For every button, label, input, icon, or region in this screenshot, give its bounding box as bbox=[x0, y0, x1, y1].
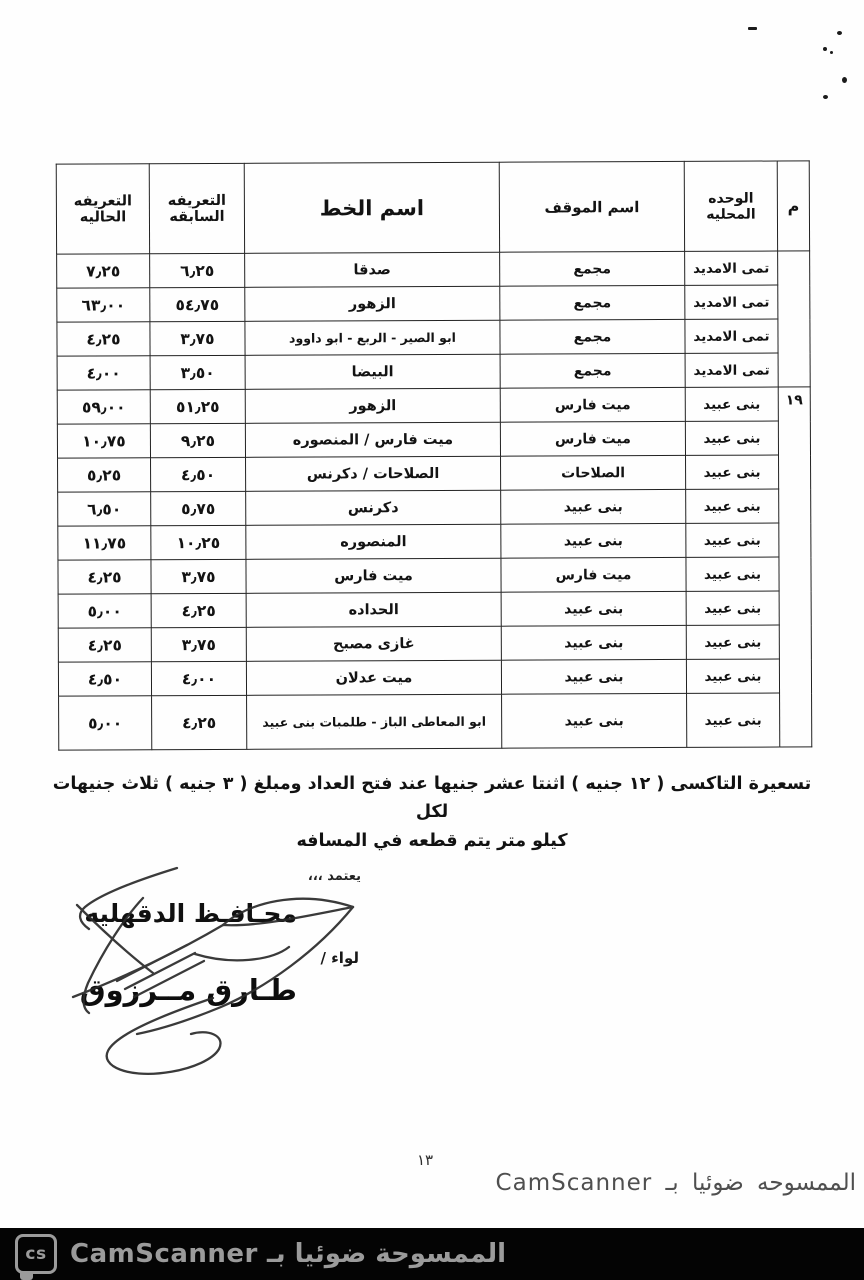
header-current-tariff: التعريفه الحاليه bbox=[56, 164, 149, 254]
station-cell: ميت فارس bbox=[500, 421, 685, 456]
unit-cell: بنى عبيد bbox=[686, 489, 779, 523]
table-row bbox=[57, 421, 810, 458]
current-tariff-cell: ٤٫٢٥ bbox=[58, 560, 151, 594]
tariff-table-container bbox=[56, 160, 813, 750]
cs-logo-fold bbox=[20, 1273, 33, 1280]
line-cell: المنصوره bbox=[246, 524, 501, 559]
previous-tariff-cell: ٦٫٢٥ bbox=[150, 253, 245, 287]
table-header-row bbox=[56, 161, 809, 254]
previous-tariff-cell: ٥٤٫٧٥ bbox=[150, 287, 245, 321]
current-tariff-cell: ٤٫٢٥ bbox=[58, 628, 151, 662]
station-cell: بنى عبيد bbox=[502, 693, 687, 748]
unit-cell: بنى عبيد bbox=[686, 455, 779, 489]
table-row bbox=[58, 489, 811, 526]
table-row bbox=[58, 557, 811, 594]
table-row bbox=[57, 387, 810, 424]
unit-cell: تمى الامديد bbox=[685, 319, 778, 353]
table-row bbox=[57, 251, 810, 288]
current-tariff-cell: ٤٫٢٥ bbox=[57, 322, 150, 356]
serial-cell-empty bbox=[778, 251, 811, 387]
station-cell: مجمع bbox=[500, 319, 685, 354]
current-tariff-cell: ١٠٫٧٥ bbox=[57, 424, 150, 458]
ink-speck bbox=[837, 31, 842, 35]
line-cell: صدقا bbox=[245, 252, 500, 287]
unit-cell: بنى عبيد bbox=[685, 421, 778, 455]
line-cell: ميت فارس bbox=[246, 558, 501, 593]
table-row bbox=[57, 285, 810, 322]
previous-tariff-cell: ٤٫٢٥ bbox=[152, 695, 247, 749]
unit-cell: بنى عبيد bbox=[686, 625, 779, 659]
current-tariff-cell: ٥٫٢٥ bbox=[58, 458, 151, 492]
handwritten-signature-icon bbox=[55, 855, 465, 1095]
page-number: ١٣ bbox=[417, 1151, 434, 1169]
previous-tariff-cell: ١٠٫٢٥ bbox=[151, 525, 246, 559]
station-cell: بنى عبيد bbox=[501, 625, 686, 660]
taxi-fare-note bbox=[42, 770, 822, 855]
table-row bbox=[58, 455, 811, 492]
line-cell: ابو المعاطى الباز - طلمبات بنى عبيد bbox=[247, 694, 502, 749]
ink-speck bbox=[830, 51, 833, 54]
station-cell: بنى عبيد bbox=[501, 659, 686, 694]
serial-cell: ١٩ bbox=[778, 387, 812, 747]
line-cell: ميت فارس / المنصوره bbox=[245, 422, 500, 457]
previous-tariff-cell: ٣٫٧٥ bbox=[150, 321, 245, 355]
table-row bbox=[59, 693, 812, 750]
current-tariff-cell: ١١٫٧٥ bbox=[58, 526, 151, 560]
table-row bbox=[58, 591, 811, 628]
ink-speck bbox=[823, 47, 827, 51]
tariff-table bbox=[56, 160, 813, 750]
previous-tariff-cell: ٤٫٥٠ bbox=[151, 457, 246, 491]
note-line-1: تسعيرة التاكسى ( ١٢ جنيه ) اثنتا عشر جنيها عند فتح العداد ومبلغ ( ٣ جنيه ) ثلاث جنيهات لكل bbox=[52, 774, 812, 823]
station-cell: بنى عبيد bbox=[501, 523, 686, 558]
table-row bbox=[57, 353, 810, 390]
camscanner-logo-icon bbox=[15, 1234, 57, 1274]
header-serial: م bbox=[777, 161, 809, 251]
table-row bbox=[58, 625, 811, 662]
ink-speck bbox=[842, 77, 847, 83]
rank-label: لواء / bbox=[320, 949, 359, 967]
approval-word: يعتمد ،،، bbox=[307, 869, 361, 884]
current-tariff-cell: ٦٣٫٠٠ bbox=[57, 288, 150, 322]
header-previous-tariff: التعريفه السابقه bbox=[149, 163, 244, 253]
station-cell: ميت فارس bbox=[500, 387, 685, 422]
previous-tariff-cell: ٥١٫٢٥ bbox=[150, 389, 245, 423]
current-tariff-cell: ٥٩٫٠٠ bbox=[57, 390, 150, 424]
unit-cell: تمى الامديد bbox=[685, 285, 778, 319]
previous-tariff-cell: ٤٫٠٠ bbox=[151, 661, 246, 695]
station-cell: مجمع bbox=[500, 353, 685, 388]
unit-cell: بنى عبيد bbox=[685, 387, 778, 421]
line-cell: البيضا bbox=[245, 354, 500, 389]
table-row bbox=[58, 659, 811, 696]
line-cell: ابو الصير - الربع - ابو داوود bbox=[245, 320, 500, 355]
ink-speck bbox=[748, 27, 757, 30]
station-cell: ميت فارس bbox=[501, 557, 686, 592]
line-cell: دكرنس bbox=[246, 490, 501, 525]
station-cell: بنى عبيد bbox=[501, 591, 686, 626]
previous-tariff-cell: ٣٫٧٥ bbox=[151, 627, 246, 661]
current-tariff-cell: ٥٫٠٠ bbox=[58, 594, 151, 628]
camscanner-footer-bar bbox=[0, 1228, 864, 1280]
ink-speck bbox=[823, 95, 828, 99]
line-cell: الزهور bbox=[245, 388, 500, 423]
current-tariff-cell: ٥٫٠٠ bbox=[59, 696, 152, 750]
unit-cell: بنى عبيد bbox=[686, 591, 779, 625]
current-tariff-cell: ٤٫٥٠ bbox=[58, 662, 151, 696]
table-row bbox=[57, 319, 810, 356]
station-cell: الصلاحات bbox=[501, 455, 686, 490]
header-line-name: اسم الخط bbox=[244, 162, 499, 253]
unit-cell: بنى عبيد bbox=[686, 523, 779, 557]
station-cell: مجمع bbox=[500, 285, 685, 320]
current-tariff-cell: ٧٫٢٥ bbox=[57, 254, 150, 288]
unit-cell: بنى عبيد bbox=[687, 693, 780, 747]
previous-tariff-cell: ٤٫٢٥ bbox=[151, 593, 246, 627]
current-tariff-cell: ٤٫٠٠ bbox=[57, 356, 150, 390]
header-station-name: اسم الموقف bbox=[499, 161, 684, 252]
line-cell: الصلاحات / دكرنس bbox=[246, 456, 501, 491]
previous-tariff-cell: ٣٫٥٠ bbox=[150, 355, 245, 389]
unit-cell: تمى الامديد bbox=[685, 353, 778, 387]
line-cell: ميت عدلان bbox=[246, 660, 501, 695]
unit-cell: بنى عبيد bbox=[686, 659, 779, 693]
current-tariff-cell: ٦٫٥٠ bbox=[58, 492, 151, 526]
line-cell: الحداده bbox=[246, 592, 501, 627]
unit-cell: بنى عبيد bbox=[686, 557, 779, 591]
station-cell: مجمع bbox=[500, 251, 685, 286]
station-cell: بنى عبيد bbox=[501, 489, 686, 524]
cs-logo-text: cs bbox=[25, 1244, 47, 1264]
previous-tariff-cell: ٣٫٧٥ bbox=[151, 559, 246, 593]
scanned-with-camscanner-label: الممسوحة ضوئيا بـ CamScanner bbox=[70, 1239, 507, 1269]
note-line-2: كيلو متر يتم قطعه في المسافه bbox=[296, 830, 568, 851]
signature-block bbox=[55, 855, 465, 1095]
line-cell: غازى مصبح bbox=[246, 626, 501, 661]
unit-cell: تمى الامديد bbox=[685, 251, 778, 285]
previous-tariff-cell: ٩٫٢٥ bbox=[150, 423, 245, 457]
governor-name: طـارق مــرزوق bbox=[79, 973, 297, 1007]
line-cell: الزهور bbox=[245, 286, 500, 321]
governor-title: محـافـظ الدقهليه bbox=[84, 899, 297, 928]
table-row bbox=[58, 523, 811, 560]
camscanner-handwritten-watermark: الممسوحه ضوئيا بـ CamScanner bbox=[495, 1170, 856, 1196]
previous-tariff-cell: ٥٫٧٥ bbox=[151, 491, 246, 525]
header-local-unit: الوحده المحليه bbox=[684, 161, 777, 251]
